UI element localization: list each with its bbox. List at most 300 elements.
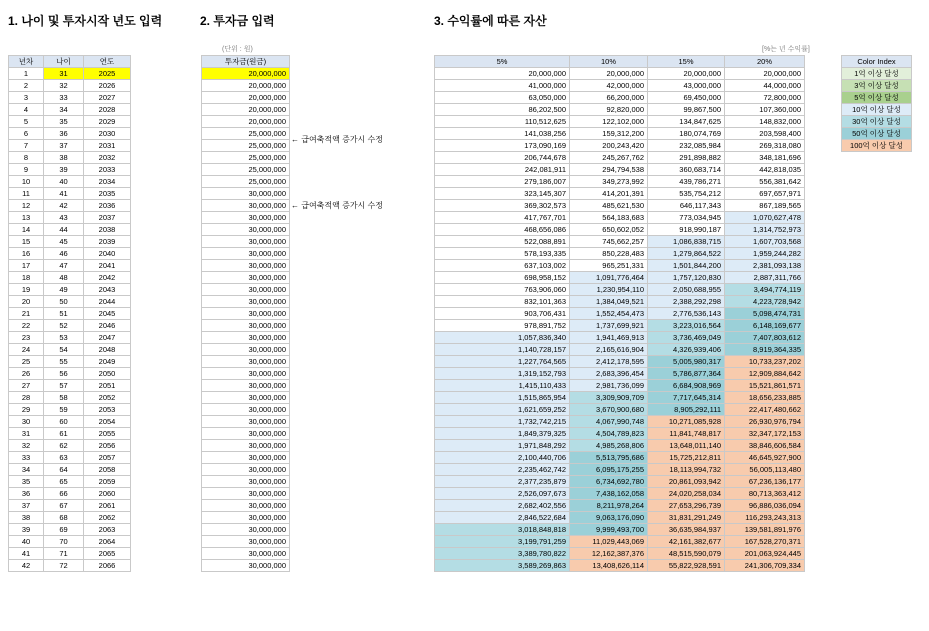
cell-year-index[interactable]: 13 [9, 212, 44, 224]
cell-asset-10[interactable]: 3,309,909,709 [570, 392, 648, 404]
cell-calendar-year[interactable]: 2050 [84, 368, 131, 380]
cell-asset-15[interactable]: 36,635,984,937 [648, 524, 725, 536]
cell-asset-5[interactable]: 468,656,086 [435, 224, 570, 236]
cell-asset-10[interactable]: 2,165,616,904 [570, 344, 648, 356]
cell-asset-20[interactable]: 203,598,400 [725, 128, 805, 140]
cell-asset-10[interactable]: 4,067,990,748 [570, 416, 648, 428]
cell-age[interactable]: 71 [44, 548, 84, 560]
cell-year-index[interactable]: 8 [9, 152, 44, 164]
cell-year-index[interactable]: 35 [9, 476, 44, 488]
cell-asset-10[interactable]: 1,230,954,110 [570, 284, 648, 296]
cell-asset-5[interactable]: 1,515,865,954 [435, 392, 570, 404]
cell-year-index[interactable]: 5 [9, 116, 44, 128]
cell-asset-15[interactable]: 13,648,011,140 [648, 440, 725, 452]
cell-age[interactable]: 47 [44, 260, 84, 272]
cell-investment[interactable]: 30,000,000 [202, 500, 290, 512]
cell-asset-20[interactable]: 32,347,172,153 [725, 428, 805, 440]
cell-year-index[interactable]: 28 [9, 392, 44, 404]
cell-investment[interactable]: 30,000,000 [202, 320, 290, 332]
cell-asset-15[interactable]: 8,905,292,111 [648, 404, 725, 416]
cell-asset-5[interactable]: 978,891,752 [435, 320, 570, 332]
cell-age[interactable]: 31 [44, 68, 84, 80]
cell-investment[interactable]: 30,000,000 [202, 428, 290, 440]
cell-asset-5[interactable]: 2,100,440,706 [435, 452, 570, 464]
cell-year-index[interactable]: 29 [9, 404, 44, 416]
cell-calendar-year[interactable]: 2048 [84, 344, 131, 356]
cell-year-index[interactable]: 3 [9, 92, 44, 104]
cell-year-index[interactable]: 7 [9, 140, 44, 152]
cell-asset-15[interactable]: 69,450,000 [648, 92, 725, 104]
cell-asset-5[interactable]: 1,140,728,157 [435, 344, 570, 356]
cell-age[interactable]: 70 [44, 536, 84, 548]
cell-age[interactable]: 45 [44, 236, 84, 248]
cell-asset-20[interactable]: 348,181,696 [725, 152, 805, 164]
cell-age[interactable]: 62 [44, 440, 84, 452]
cell-asset-10[interactable]: 2,412,178,595 [570, 356, 648, 368]
cell-calendar-year[interactable]: 2031 [84, 140, 131, 152]
cell-asset-15[interactable]: 535,754,212 [648, 188, 725, 200]
cell-asset-15[interactable]: 3,223,016,564 [648, 320, 725, 332]
cell-investment[interactable]: 30,000,000 [202, 356, 290, 368]
cell-asset-15[interactable]: 2,388,292,298 [648, 296, 725, 308]
cell-year-index[interactable]: 26 [9, 368, 44, 380]
cell-asset-20[interactable]: 12,909,884,642 [725, 368, 805, 380]
cell-calendar-year[interactable]: 2061 [84, 500, 131, 512]
cell-asset-5[interactable]: 20,000,000 [435, 68, 570, 80]
cell-investment[interactable]: 30,000,000 [202, 248, 290, 260]
cell-investment[interactable]: 30,000,000 [202, 464, 290, 476]
cell-age[interactable]: 46 [44, 248, 84, 260]
cell-age[interactable]: 53 [44, 332, 84, 344]
cell-calendar-year[interactable]: 2029 [84, 116, 131, 128]
cell-asset-20[interactable]: 139,581,891,976 [725, 524, 805, 536]
cell-asset-5[interactable]: 1,971,848,292 [435, 440, 570, 452]
cell-investment[interactable]: 25,000,000 [202, 176, 290, 188]
cell-asset-15[interactable]: 3,736,469,049 [648, 332, 725, 344]
cell-calendar-year[interactable]: 2034 [84, 176, 131, 188]
cell-calendar-year[interactable]: 2060 [84, 488, 131, 500]
cell-age[interactable]: 54 [44, 344, 84, 356]
cell-asset-5[interactable]: 1,621,659,252 [435, 404, 570, 416]
cell-asset-15[interactable]: 5,005,980,317 [648, 356, 725, 368]
cell-year-index[interactable]: 27 [9, 380, 44, 392]
cell-investment[interactable]: 30,000,000 [202, 392, 290, 404]
cell-asset-5[interactable]: 522,088,891 [435, 236, 570, 248]
cell-asset-5[interactable]: 3,589,269,863 [435, 560, 570, 572]
cell-investment[interactable]: 30,000,000 [202, 560, 290, 572]
cell-age[interactable]: 50 [44, 296, 84, 308]
cell-asset-15[interactable]: 5,786,877,364 [648, 368, 725, 380]
cell-age[interactable]: 42 [44, 200, 84, 212]
cell-year-index[interactable]: 34 [9, 464, 44, 476]
cell-investment[interactable]: 30,000,000 [202, 284, 290, 296]
cell-asset-10[interactable]: 1,384,049,521 [570, 296, 648, 308]
cell-calendar-year[interactable]: 2027 [84, 92, 131, 104]
cell-investment[interactable]: 25,000,000 [202, 164, 290, 176]
cell-asset-10[interactable]: 2,981,736,099 [570, 380, 648, 392]
cell-investment[interactable]: 30,000,000 [202, 404, 290, 416]
cell-asset-20[interactable]: 80,713,363,412 [725, 488, 805, 500]
cell-investment[interactable]: 20,000,000 [202, 104, 290, 116]
cell-asset-20[interactable]: 38,846,606,584 [725, 440, 805, 452]
cell-asset-15[interactable]: 134,847,625 [648, 116, 725, 128]
cell-asset-15[interactable]: 2,776,536,143 [648, 308, 725, 320]
cell-age[interactable]: 60 [44, 416, 84, 428]
cell-year-index[interactable]: 17 [9, 260, 44, 272]
cell-asset-5[interactable]: 41,000,000 [435, 80, 570, 92]
cell-asset-10[interactable]: 4,504,789,823 [570, 428, 648, 440]
cell-asset-5[interactable]: 86,202,500 [435, 104, 570, 116]
cell-asset-15[interactable]: 99,867,500 [648, 104, 725, 116]
cell-asset-20[interactable]: 1,070,627,478 [725, 212, 805, 224]
cell-asset-15[interactable]: 360,683,714 [648, 164, 725, 176]
cell-asset-20[interactable]: 10,733,237,202 [725, 356, 805, 368]
cell-calendar-year[interactable]: 2054 [84, 416, 131, 428]
cell-age[interactable]: 34 [44, 104, 84, 116]
cell-age[interactable]: 32 [44, 80, 84, 92]
cell-investment[interactable]: 30,000,000 [202, 272, 290, 284]
cell-year-index[interactable]: 18 [9, 272, 44, 284]
cell-asset-5[interactable]: 3,018,848,818 [435, 524, 570, 536]
cell-investment[interactable]: 20,000,000 [202, 68, 290, 80]
cell-asset-10[interactable]: 650,602,052 [570, 224, 648, 236]
cell-asset-20[interactable]: 56,005,113,480 [725, 464, 805, 476]
cell-calendar-year[interactable]: 2055 [84, 428, 131, 440]
cell-age[interactable]: 40 [44, 176, 84, 188]
cell-asset-15[interactable]: 1,279,864,522 [648, 248, 725, 260]
cell-asset-5[interactable]: 832,101,363 [435, 296, 570, 308]
cell-asset-10[interactable]: 122,102,000 [570, 116, 648, 128]
cell-calendar-year[interactable]: 2051 [84, 380, 131, 392]
cell-calendar-year[interactable]: 2037 [84, 212, 131, 224]
cell-investment[interactable]: 30,000,000 [202, 548, 290, 560]
cell-asset-15[interactable]: 20,861,093,942 [648, 476, 725, 488]
cell-calendar-year[interactable]: 2044 [84, 296, 131, 308]
cell-year-index[interactable]: 38 [9, 512, 44, 524]
cell-calendar-year[interactable]: 2038 [84, 224, 131, 236]
cell-calendar-year[interactable]: 2032 [84, 152, 131, 164]
cell-investment[interactable]: 30,000,000 [202, 536, 290, 548]
cell-asset-5[interactable]: 578,193,335 [435, 248, 570, 260]
cell-calendar-year[interactable]: 2056 [84, 440, 131, 452]
cell-calendar-year[interactable]: 2026 [84, 80, 131, 92]
cell-asset-10[interactable]: 200,243,420 [570, 140, 648, 152]
cell-asset-5[interactable]: 2,682,402,556 [435, 500, 570, 512]
cell-age[interactable]: 56 [44, 368, 84, 380]
cell-calendar-year[interactable]: 2057 [84, 452, 131, 464]
cell-age[interactable]: 51 [44, 308, 84, 320]
cell-calendar-year[interactable]: 2030 [84, 128, 131, 140]
cell-asset-20[interactable]: 867,189,565 [725, 200, 805, 212]
cell-year-index[interactable]: 15 [9, 236, 44, 248]
cell-asset-15[interactable]: 31,831,291,249 [648, 512, 725, 524]
cell-year-index[interactable]: 39 [9, 524, 44, 536]
cell-asset-15[interactable]: 10,271,085,928 [648, 416, 725, 428]
cell-asset-15[interactable]: 180,074,769 [648, 128, 725, 140]
cell-calendar-year[interactable]: 2035 [84, 188, 131, 200]
cell-asset-20[interactable]: 18,656,233,885 [725, 392, 805, 404]
cell-calendar-year[interactable]: 2052 [84, 392, 131, 404]
cell-calendar-year[interactable]: 2046 [84, 320, 131, 332]
cell-age[interactable]: 65 [44, 476, 84, 488]
cell-asset-20[interactable]: 148,832,000 [725, 116, 805, 128]
cell-year-index[interactable]: 41 [9, 548, 44, 560]
cell-year-index[interactable]: 31 [9, 428, 44, 440]
cell-asset-15[interactable]: 11,841,748,817 [648, 428, 725, 440]
cell-age[interactable]: 57 [44, 380, 84, 392]
cell-investment[interactable]: 25,000,000 [202, 140, 290, 152]
cell-asset-10[interactable]: 1,552,454,473 [570, 308, 648, 320]
cell-asset-20[interactable]: 4,223,728,942 [725, 296, 805, 308]
cell-asset-5[interactable]: 242,081,911 [435, 164, 570, 176]
cell-asset-5[interactable]: 698,958,152 [435, 272, 570, 284]
cell-asset-20[interactable]: 6,148,169,677 [725, 320, 805, 332]
cell-asset-10[interactable]: 349,273,992 [570, 176, 648, 188]
cell-asset-15[interactable]: 1,757,120,830 [648, 272, 725, 284]
cell-asset-5[interactable]: 2,235,462,742 [435, 464, 570, 476]
cell-asset-5[interactable]: 323,145,307 [435, 188, 570, 200]
cell-asset-15[interactable]: 20,000,000 [648, 68, 725, 80]
cell-year-index[interactable]: 4 [9, 104, 44, 116]
cell-age[interactable]: 38 [44, 152, 84, 164]
cell-calendar-year[interactable]: 2047 [84, 332, 131, 344]
cell-asset-15[interactable]: 15,725,212,811 [648, 452, 725, 464]
cell-asset-5[interactable]: 1,732,742,215 [435, 416, 570, 428]
cell-investment[interactable]: 30,000,000 [202, 524, 290, 536]
cell-asset-15[interactable]: 42,161,382,677 [648, 536, 725, 548]
cell-age[interactable]: 67 [44, 500, 84, 512]
cell-asset-10[interactable]: 2,683,396,454 [570, 368, 648, 380]
cell-calendar-year[interactable]: 2025 [84, 68, 131, 80]
cell-age[interactable]: 43 [44, 212, 84, 224]
cell-year-index[interactable]: 9 [9, 164, 44, 176]
cell-asset-5[interactable]: 141,038,256 [435, 128, 570, 140]
cell-calendar-year[interactable]: 2028 [84, 104, 131, 116]
cell-asset-20[interactable]: 5,098,474,731 [725, 308, 805, 320]
cell-asset-20[interactable]: 1,314,752,973 [725, 224, 805, 236]
cell-asset-5[interactable]: 637,103,002 [435, 260, 570, 272]
cell-asset-15[interactable]: 55,822,928,591 [648, 560, 725, 572]
cell-age[interactable]: 41 [44, 188, 84, 200]
cell-investment[interactable]: 30,000,000 [202, 236, 290, 248]
cell-asset-5[interactable]: 1,415,110,433 [435, 380, 570, 392]
cell-age[interactable]: 69 [44, 524, 84, 536]
cell-year-index[interactable]: 32 [9, 440, 44, 452]
cell-asset-20[interactable]: 7,407,803,612 [725, 332, 805, 344]
cell-asset-15[interactable]: 24,020,258,034 [648, 488, 725, 500]
cell-age[interactable]: 61 [44, 428, 84, 440]
cell-age[interactable]: 37 [44, 140, 84, 152]
cell-asset-20[interactable]: 2,887,311,766 [725, 272, 805, 284]
cell-age[interactable]: 48 [44, 272, 84, 284]
cell-asset-10[interactable]: 6,734,692,780 [570, 476, 648, 488]
cell-investment[interactable]: 30,000,000 [202, 368, 290, 380]
cell-calendar-year[interactable]: 2041 [84, 260, 131, 272]
cell-asset-15[interactable]: 7,717,645,314 [648, 392, 725, 404]
cell-asset-5[interactable]: 1,849,379,325 [435, 428, 570, 440]
cell-age[interactable]: 35 [44, 116, 84, 128]
cell-calendar-year[interactable]: 2066 [84, 560, 131, 572]
cell-asset-10[interactable]: 850,228,483 [570, 248, 648, 260]
cell-calendar-year[interactable]: 2045 [84, 308, 131, 320]
cell-investment[interactable]: 30,000,000 [202, 452, 290, 464]
cell-asset-10[interactable]: 5,513,795,686 [570, 452, 648, 464]
cell-asset-5[interactable]: 173,090,169 [435, 140, 570, 152]
cell-asset-15[interactable]: 43,000,000 [648, 80, 725, 92]
cell-age[interactable]: 72 [44, 560, 84, 572]
cell-year-index[interactable]: 2 [9, 80, 44, 92]
cell-age[interactable]: 33 [44, 92, 84, 104]
cell-investment[interactable]: 30,000,000 [202, 200, 290, 212]
cell-investment[interactable]: 20,000,000 [202, 80, 290, 92]
cell-asset-20[interactable]: 20,000,000 [725, 68, 805, 80]
cell-asset-5[interactable]: 1,057,836,340 [435, 332, 570, 344]
cell-year-index[interactable]: 19 [9, 284, 44, 296]
cell-investment[interactable]: 30,000,000 [202, 512, 290, 524]
cell-asset-20[interactable]: 1,959,244,282 [725, 248, 805, 260]
cell-calendar-year[interactable]: 2049 [84, 356, 131, 368]
cell-asset-20[interactable]: 15,521,861,571 [725, 380, 805, 392]
cell-asset-10[interactable]: 42,000,000 [570, 80, 648, 92]
cell-asset-10[interactable]: 1,091,776,464 [570, 272, 648, 284]
cell-age[interactable]: 52 [44, 320, 84, 332]
cell-year-index[interactable]: 25 [9, 356, 44, 368]
cell-asset-20[interactable]: 2,381,093,138 [725, 260, 805, 272]
cell-asset-20[interactable]: 556,381,642 [725, 176, 805, 188]
cell-asset-20[interactable]: 697,657,971 [725, 188, 805, 200]
cell-asset-10[interactable]: 13,408,626,114 [570, 560, 648, 572]
cell-asset-5[interactable]: 63,050,000 [435, 92, 570, 104]
cell-year-index[interactable]: 30 [9, 416, 44, 428]
cell-calendar-year[interactable]: 2033 [84, 164, 131, 176]
cell-calendar-year[interactable]: 2042 [84, 272, 131, 284]
cell-asset-10[interactable]: 9,999,493,700 [570, 524, 648, 536]
cell-calendar-year[interactable]: 2059 [84, 476, 131, 488]
cell-asset-10[interactable]: 159,312,200 [570, 128, 648, 140]
cell-asset-5[interactable]: 2,526,097,673 [435, 488, 570, 500]
cell-asset-5[interactable]: 3,389,780,822 [435, 548, 570, 560]
cell-asset-15[interactable]: 27,653,296,739 [648, 500, 725, 512]
cell-asset-15[interactable]: 291,898,882 [648, 152, 725, 164]
cell-asset-5[interactable]: 763,906,060 [435, 284, 570, 296]
cell-calendar-year[interactable]: 2053 [84, 404, 131, 416]
cell-year-index[interactable]: 24 [9, 344, 44, 356]
cell-asset-10[interactable]: 6,095,175,255 [570, 464, 648, 476]
cell-asset-15[interactable]: 2,050,688,955 [648, 284, 725, 296]
cell-asset-10[interactable]: 1,737,699,921 [570, 320, 648, 332]
cell-asset-20[interactable]: 107,360,000 [725, 104, 805, 116]
cell-year-index[interactable]: 42 [9, 560, 44, 572]
cell-asset-20[interactable]: 3,494,774,119 [725, 284, 805, 296]
cell-asset-20[interactable]: 201,063,924,445 [725, 548, 805, 560]
cell-asset-5[interactable]: 110,512,625 [435, 116, 570, 128]
cell-asset-5[interactable]: 369,302,573 [435, 200, 570, 212]
cell-asset-10[interactable]: 7,438,162,058 [570, 488, 648, 500]
cell-calendar-year[interactable]: 2062 [84, 512, 131, 524]
cell-year-index[interactable]: 6 [9, 128, 44, 140]
cell-year-index[interactable]: 21 [9, 308, 44, 320]
cell-asset-10[interactable]: 66,200,000 [570, 92, 648, 104]
cell-asset-10[interactable]: 3,670,900,680 [570, 404, 648, 416]
cell-asset-10[interactable]: 745,662,257 [570, 236, 648, 248]
cell-asset-15[interactable]: 6,684,908,969 [648, 380, 725, 392]
cell-investment[interactable]: 30,000,000 [202, 476, 290, 488]
cell-year-index[interactable]: 10 [9, 176, 44, 188]
cell-investment[interactable]: 30,000,000 [202, 440, 290, 452]
cell-asset-20[interactable]: 46,645,927,900 [725, 452, 805, 464]
cell-investment[interactable]: 30,000,000 [202, 332, 290, 344]
cell-investment[interactable]: 30,000,000 [202, 188, 290, 200]
cell-asset-20[interactable]: 167,528,270,371 [725, 536, 805, 548]
cell-investment[interactable]: 30,000,000 [202, 488, 290, 500]
cell-asset-5[interactable]: 2,846,522,684 [435, 512, 570, 524]
cell-asset-20[interactable]: 26,930,976,794 [725, 416, 805, 428]
cell-asset-20[interactable]: 22,417,480,662 [725, 404, 805, 416]
cell-asset-10[interactable]: 1,941,469,913 [570, 332, 648, 344]
cell-investment[interactable]: 30,000,000 [202, 344, 290, 356]
cell-investment[interactable]: 30,000,000 [202, 224, 290, 236]
cell-asset-10[interactable]: 20,000,000 [570, 68, 648, 80]
cell-age[interactable]: 63 [44, 452, 84, 464]
cell-age[interactable]: 36 [44, 128, 84, 140]
cell-year-index[interactable]: 36 [9, 488, 44, 500]
cell-asset-10[interactable]: 564,183,683 [570, 212, 648, 224]
cell-asset-15[interactable]: 646,117,343 [648, 200, 725, 212]
cell-year-index[interactable]: 33 [9, 452, 44, 464]
cell-year-index[interactable]: 22 [9, 320, 44, 332]
cell-calendar-year[interactable]: 2039 [84, 236, 131, 248]
cell-investment[interactable]: 30,000,000 [202, 308, 290, 320]
cell-age[interactable]: 68 [44, 512, 84, 524]
cell-asset-5[interactable]: 206,744,678 [435, 152, 570, 164]
cell-year-index[interactable]: 1 [9, 68, 44, 80]
cell-calendar-year[interactable]: 2036 [84, 200, 131, 212]
cell-asset-15[interactable]: 48,515,590,079 [648, 548, 725, 560]
cell-calendar-year[interactable]: 2058 [84, 464, 131, 476]
cell-investment[interactable]: 30,000,000 [202, 296, 290, 308]
cell-asset-20[interactable]: 269,318,080 [725, 140, 805, 152]
cell-asset-5[interactable]: 2,377,235,879 [435, 476, 570, 488]
cell-age[interactable]: 49 [44, 284, 84, 296]
cell-asset-15[interactable]: 1,501,844,200 [648, 260, 725, 272]
cell-calendar-year[interactable]: 2043 [84, 284, 131, 296]
cell-year-index[interactable]: 23 [9, 332, 44, 344]
cell-investment[interactable]: 30,000,000 [202, 380, 290, 392]
cell-asset-10[interactable]: 485,621,530 [570, 200, 648, 212]
cell-asset-15[interactable]: 918,990,187 [648, 224, 725, 236]
cell-investment[interactable]: 25,000,000 [202, 152, 290, 164]
cell-asset-5[interactable]: 417,767,701 [435, 212, 570, 224]
cell-age[interactable]: 39 [44, 164, 84, 176]
cell-year-index[interactable]: 37 [9, 500, 44, 512]
cell-year-index[interactable]: 12 [9, 200, 44, 212]
cell-asset-20[interactable]: 72,800,000 [725, 92, 805, 104]
cell-asset-20[interactable]: 44,000,000 [725, 80, 805, 92]
cell-asset-10[interactable]: 92,820,000 [570, 104, 648, 116]
cell-year-index[interactable]: 14 [9, 224, 44, 236]
cell-age[interactable]: 58 [44, 392, 84, 404]
cell-asset-20[interactable]: 8,919,364,335 [725, 344, 805, 356]
cell-asset-5[interactable]: 3,199,791,259 [435, 536, 570, 548]
cell-asset-15[interactable]: 773,034,945 [648, 212, 725, 224]
cell-calendar-year[interactable]: 2065 [84, 548, 131, 560]
cell-investment[interactable]: 30,000,000 [202, 260, 290, 272]
cell-asset-5[interactable]: 279,186,007 [435, 176, 570, 188]
cell-asset-10[interactable]: 12,162,387,376 [570, 548, 648, 560]
cell-asset-10[interactable]: 8,211,978,264 [570, 500, 648, 512]
cell-asset-5[interactable]: 1,319,152,793 [435, 368, 570, 380]
cell-age[interactable]: 59 [44, 404, 84, 416]
